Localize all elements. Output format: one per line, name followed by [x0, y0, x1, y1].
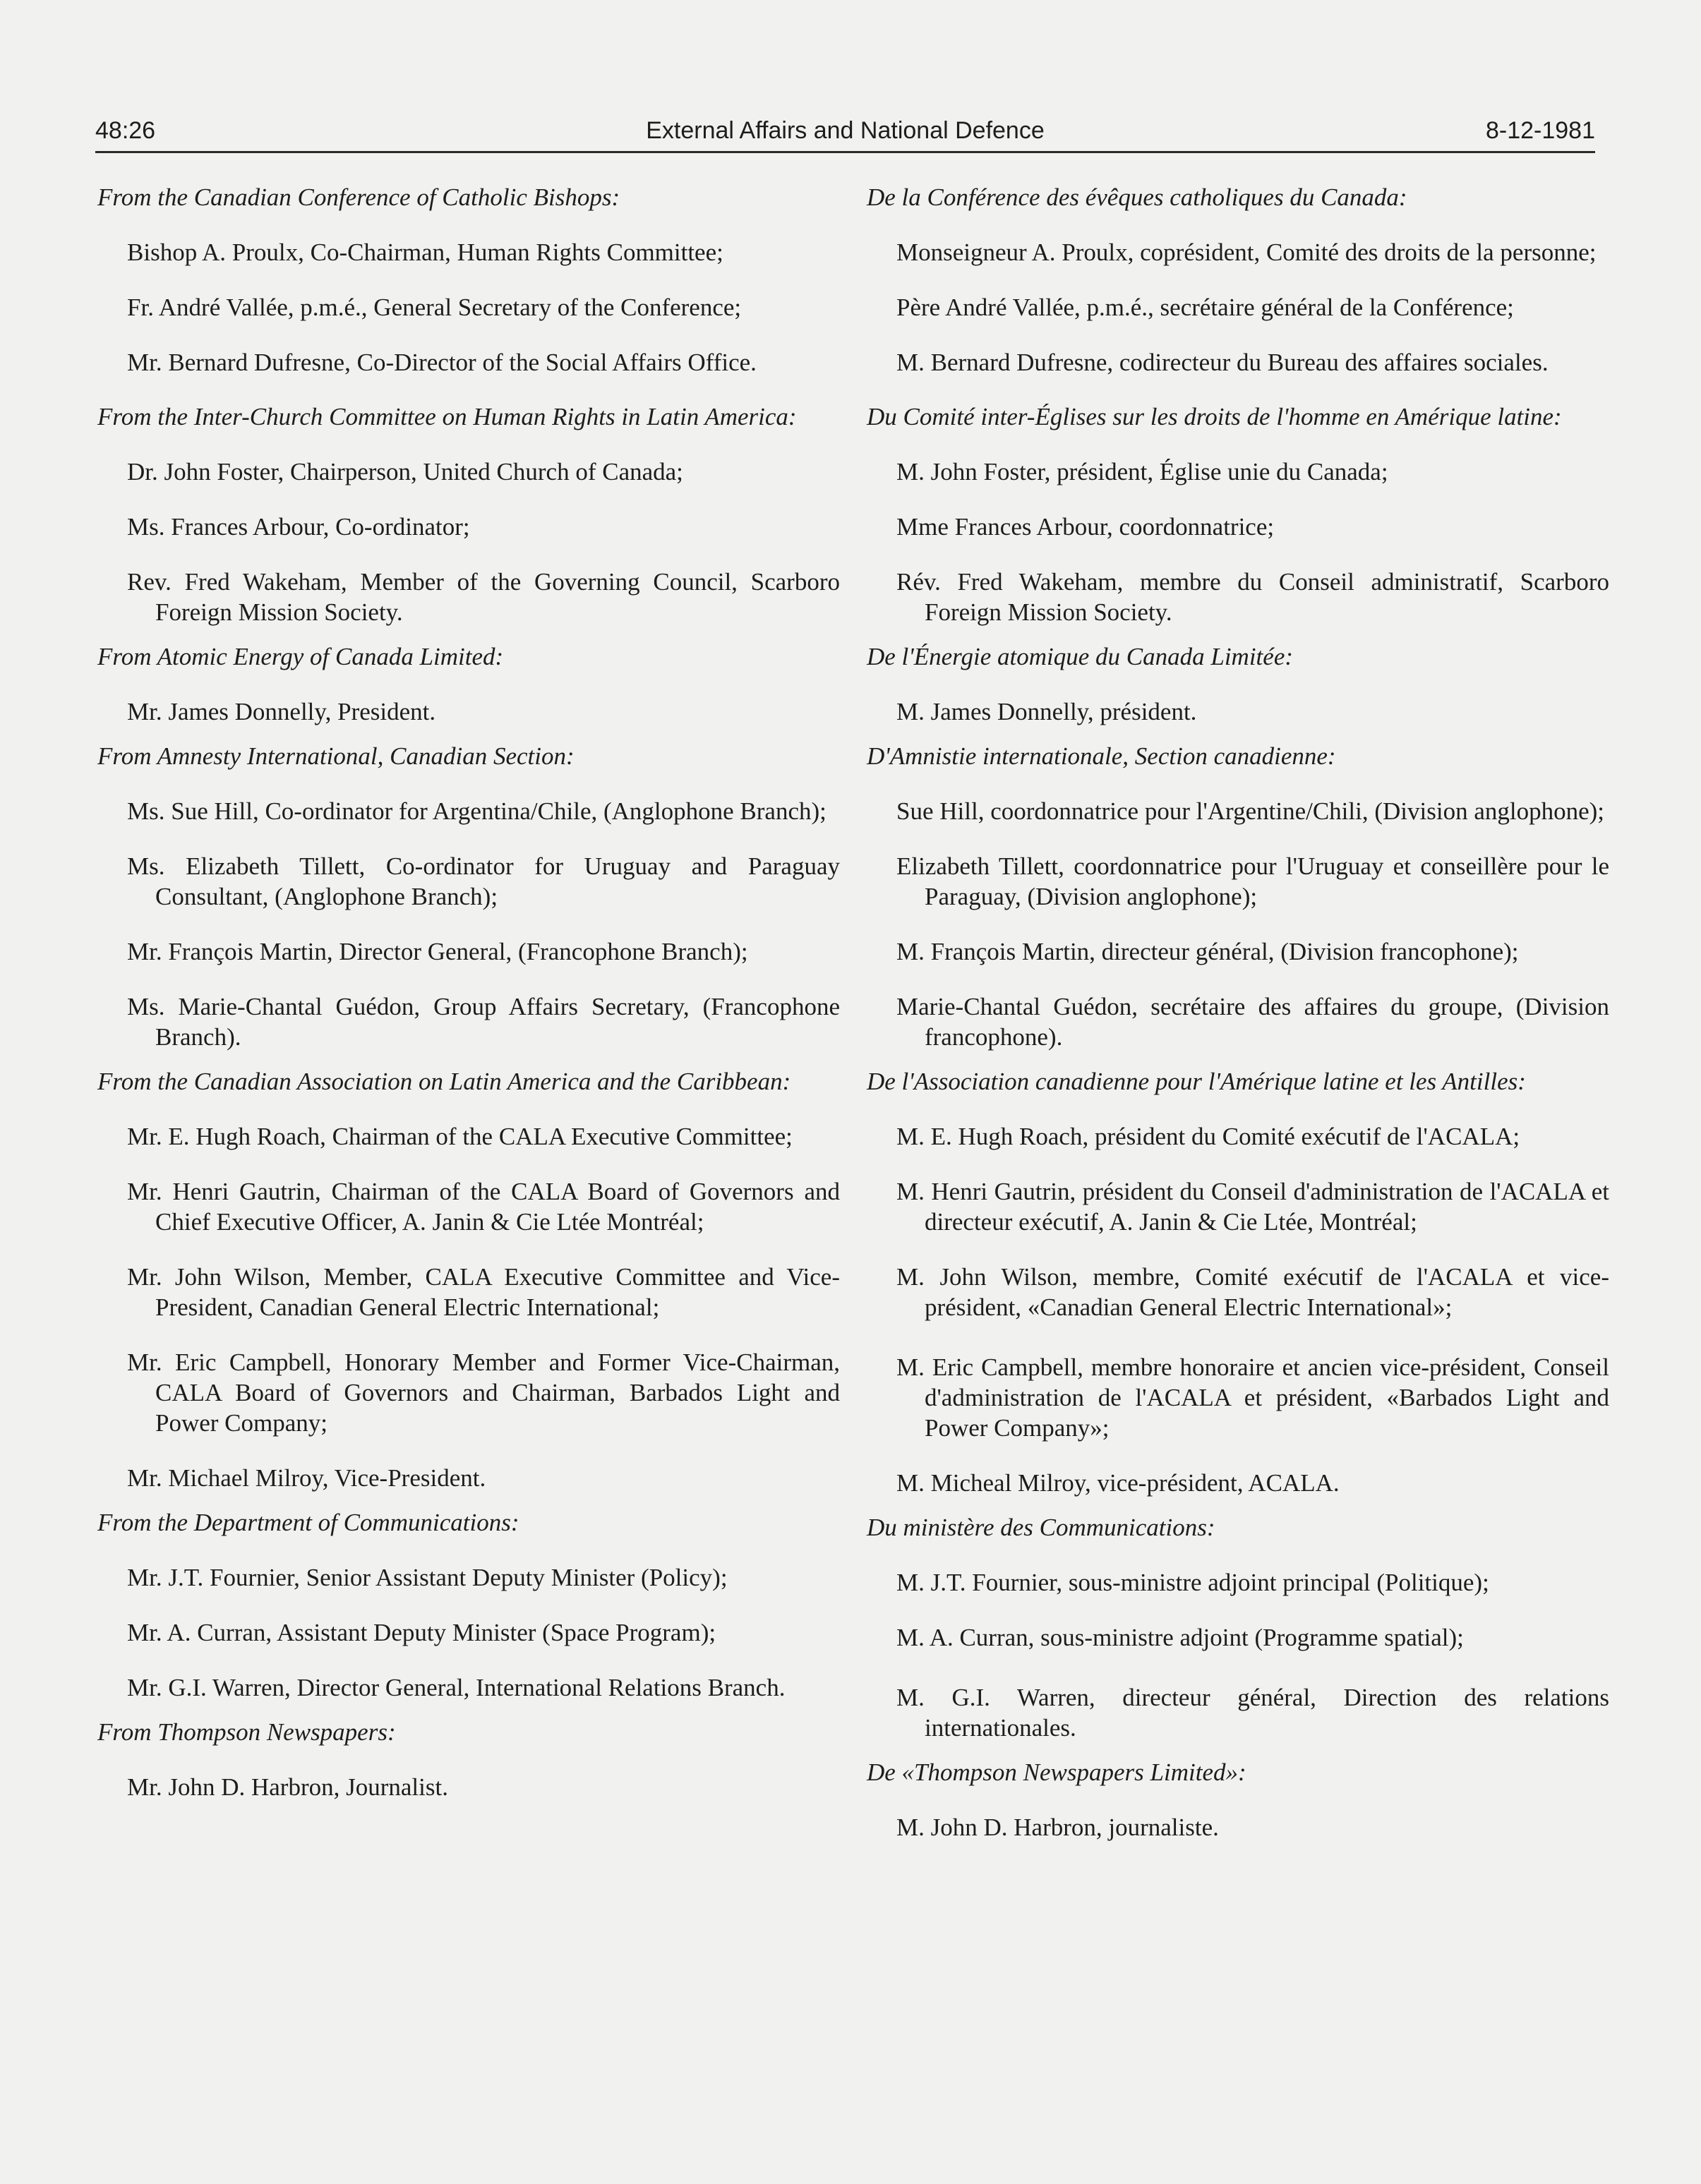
witness-entry: Mr. François Martin, Director General, (Francophone Branch);	[127, 938, 748, 965]
witness-entry: M. John Wilson, membre, Comité exécutif de l'ACALA et vice-président, «Canadian General Electric International»;	[896, 1263, 1609, 1321]
witness-entry: Mr. Eric Campbell, Honorary Member and Former Vice-Chairman, CALA Board of Governors and Chairman, Barbados Light and Power Company;	[127, 1349, 840, 1437]
witness-entry: Ms. Sue Hill, Co-ordinator for Argentina/Chile, (Anglophone Branch);	[127, 797, 827, 825]
page-date: 8-12-1981	[1485, 117, 1595, 144]
group-heading: De la Conférence des évêques catholiques du Canada:	[867, 183, 1407, 211]
witness-group	[867, 741, 1609, 1052]
witness-entry: M. François Martin, directeur général, (Division francophone);	[896, 938, 1519, 965]
witness-entry: M. G.I. Warren, directeur général, Direction des relations internationales.	[896, 1684, 1609, 1742]
witness-entry: Ms. Frances Arbour, Co-ordinator;	[127, 513, 470, 541]
english-column	[97, 182, 840, 1816]
witness-entry: Mme Frances Arbour, coordonnatrice;	[896, 513, 1275, 541]
witness-entry: M. J.T. Fournier, sous-ministre adjoint principal (Politique);	[896, 1569, 1489, 1596]
witness-group	[97, 741, 840, 1052]
witness-entry: Mr. A. Curran, Assistant Deputy Minister (Space Program);	[127, 1619, 716, 1646]
witness-entry: Mr. J.T. Fournier, Senior Assistant Deputy Minister (Policy);	[127, 1564, 728, 1591]
witness-entry: M. John Foster, président, Église unie du Canada;	[896, 458, 1388, 485]
witness-entry: Mr. G.I. Warren, Director General, International Relations Branch.	[127, 1674, 786, 1701]
witness-entry: Rev. Fred Wakeham, Member of the Governing Council, Scarboro Foreign Mission Society.	[127, 568, 840, 626]
witness-entry: M. Micheal Milroy, vice-président, ACALA.	[896, 1469, 1340, 1497]
witness-entry: Mr. Henri Gautrin, Chairman of the CALA Board of Governors and Chief Executive Officer, A. Janin & Cie Ltée Montréal;	[127, 1178, 840, 1236]
witness-entry: M. Eric Campbell, membre honoraire et ancien vice-président, Conseil d'administration de l'ACALA et président, «Barbados Light and Power Company»;	[896, 1353, 1609, 1442]
page-header	[95, 114, 1595, 153]
french-column	[867, 182, 1609, 1857]
witness-entry: Mr. Michael Milroy, Vice-President.	[127, 1464, 486, 1492]
witness-entry: Mr. James Donnelly, President.	[127, 698, 436, 725]
witness-group	[97, 641, 840, 727]
witness-entry: Ms. Elizabeth Tillett, Co-ordinator for Uruguay and Paraguay Consultant, (Anglophone Branch);	[127, 852, 840, 910]
group-heading: From the Department of Communications:	[97, 1509, 519, 1536]
group-heading: From Thompson Newspapers:	[97, 1718, 396, 1746]
witness-group	[867, 182, 1609, 378]
witness-entry: Elizabeth Tillett, coordonnatrice pour l'Uruguay et conseillère pour le Paraguay, (Division anglophone);	[896, 852, 1609, 910]
group-heading: De «Thompson Newspapers Limited»:	[867, 1758, 1246, 1786]
witness-group	[867, 402, 1609, 627]
witness-entry: Ms. Marie-Chantal Guédon, Group Affairs Secretary, (Francophone Branch).	[127, 993, 840, 1051]
group-heading: Du Comité inter-Églises sur les droits de l'homme en Amérique latine:	[867, 403, 1562, 430]
witness-entry: Mr. John D. Harbron, Journalist.	[127, 1773, 448, 1801]
witness-group	[97, 402, 840, 627]
witness-group	[867, 641, 1609, 727]
witness-group	[867, 1757, 1609, 1842]
witness-entry: M. John D. Harbron, journaliste.	[896, 1814, 1219, 1841]
group-heading: De l'Énergie atomique du Canada Limitée:	[867, 643, 1294, 670]
witness-entry: Rév. Fred Wakeham, membre du Conseil administratif, Scarboro Foreign Mission Society.	[896, 568, 1609, 626]
witness-group	[97, 1507, 840, 1703]
witness-entry: Fr. André Vallée, p.m.é., General Secretary of the Conference;	[127, 294, 742, 321]
group-heading: Du ministère des Communications:	[867, 1514, 1215, 1541]
witness-entry: Mr. John Wilson, Member, CALA Executive Committee and Vice-President, Canadian General Electric International;	[127, 1263, 840, 1321]
group-heading: From Atomic Energy of Canada Limited:	[97, 643, 504, 670]
witness-group	[97, 1066, 840, 1493]
witness-group	[97, 1717, 840, 1802]
witness-entry: Dr. John Foster, Chairperson, United Church of Canada;	[127, 458, 683, 485]
witness-entry: Sue Hill, coordonnatrice pour l'Argentine/Chili, (Division anglophone);	[896, 797, 1604, 825]
group-heading: From the Canadian Conference of Catholic Bishops:	[97, 183, 620, 211]
witness-entry: M. James Donnelly, président.	[896, 698, 1197, 725]
witness-entry: M. Henri Gautrin, président du Conseil d'administration de l'ACALA et directeur exécutif, A. Janin & Cie Ltée, Montréal;	[896, 1178, 1609, 1236]
group-heading: D'Amnistie internationale, Section canadienne:	[867, 742, 1336, 770]
group-heading: From the Canadian Association on Latin America and the Caribbean:	[97, 1068, 791, 1095]
running-title: External Affairs and National Defence	[646, 117, 1045, 144]
group-heading: De l'Association canadienne pour l'Amérique latine et les Antilles:	[867, 1068, 1526, 1095]
witness-entry: M. E. Hugh Roach, président du Comité exécutif de l'ACALA;	[896, 1123, 1520, 1150]
witness-group	[867, 1512, 1609, 1743]
witness-group	[97, 182, 840, 378]
witness-entry: Bishop A. Proulx, Co-Chairman, Human Rights Committee;	[127, 239, 723, 266]
witness-entry: M. A. Curran, sous-ministre adjoint (Programme spatial);	[896, 1624, 1464, 1651]
witness-entry: Monseigneur A. Proulx, coprésident, Comité des droits de la personne;	[896, 239, 1597, 266]
group-heading: From Amnesty International, Canadian Section:	[97, 742, 575, 770]
witness-entry: Père André Vallée, p.m.é., secrétaire général de la Conférence;	[896, 294, 1514, 321]
witness-entry: Marie-Chantal Guédon, secrétaire des affaires du groupe, (Division francophone).	[896, 993, 1609, 1051]
group-heading: From the Inter-Church Committee on Human Rights in Latin America:	[97, 403, 797, 430]
witness-entry: Mr. Bernard Dufresne, Co-Director of the Social Affairs Office.	[127, 349, 757, 376]
witness-entry: M. Bernard Dufresne, codirecteur du Bureau des affaires sociales.	[896, 349, 1549, 376]
witness-entry: Mr. E. Hugh Roach, Chairman of the CALA Executive Committee;	[127, 1123, 793, 1150]
witness-group	[867, 1066, 1609, 1498]
page-number: 48:26	[95, 117, 156, 144]
